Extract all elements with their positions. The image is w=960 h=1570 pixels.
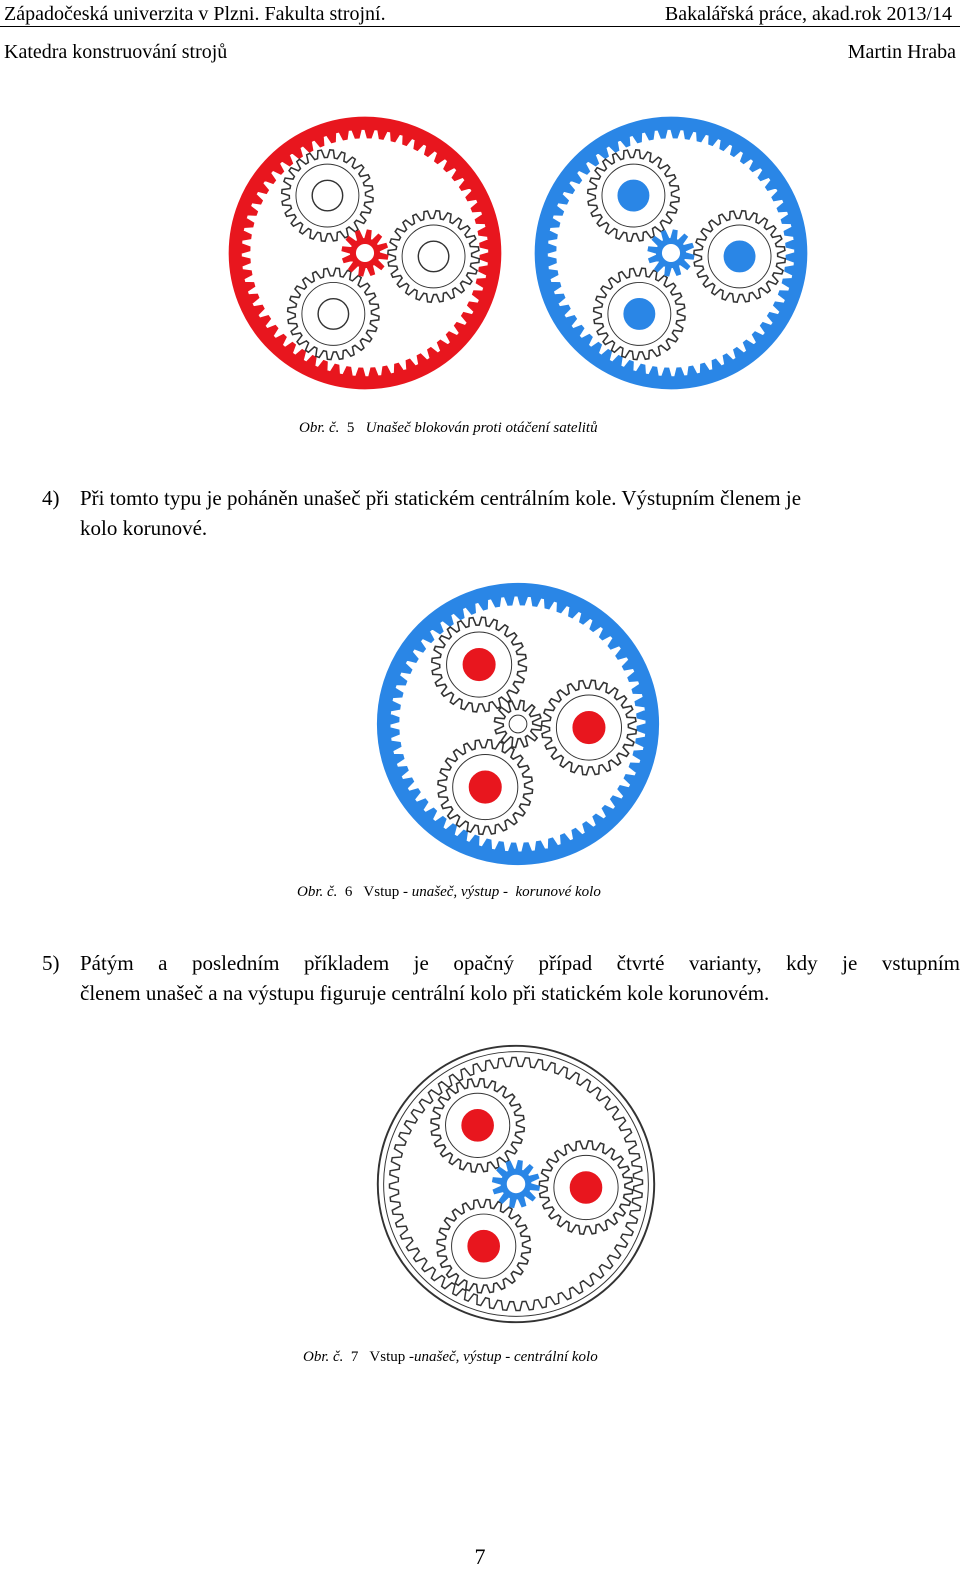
- planet-hub: [418, 241, 449, 272]
- figure-5-mechanism-blue: [528, 110, 814, 396]
- paragraph-4: [42, 483, 960, 543]
- planet-hub: [463, 649, 495, 681]
- planet-hub: [468, 1231, 499, 1262]
- sun-gear: [493, 1161, 539, 1207]
- paragraph-line: kolo korunové.: [80, 516, 208, 540]
- figure-number: 7: [350, 1349, 359, 1365]
- figure-caption-italic: unašeč, výstup - korunové kolo: [411, 884, 601, 900]
- figure-7-mechanism: [370, 1038, 662, 1330]
- header-university: Západočeská univerzita v Plzni. Fakulta strojní.: [4, 3, 386, 25]
- page-number: 7: [474, 1544, 486, 1569]
- planet-hub: [469, 771, 501, 803]
- paragraph-number: 4): [42, 486, 60, 510]
- figure-6-mechanism: [370, 576, 666, 872]
- planet-hub: [462, 1110, 493, 1141]
- planet-hub: [570, 1172, 601, 1203]
- paragraph-line: Pátým a posledním příkladem je opačný případ čtvrté varianty, kdy je vstupním: [80, 951, 960, 975]
- paragraph-line: členem unašeč a na výstupu figuruje centrální kolo při statickém kole korunovém.: [80, 981, 770, 1005]
- planet-hub: [573, 712, 605, 744]
- sun-gear: [342, 230, 388, 276]
- figure-label: Obr. č.: [303, 1349, 344, 1365]
- figure-7-caption: [303, 1349, 598, 1366]
- figure-6-caption: [297, 884, 601, 901]
- planet-hub: [618, 180, 649, 211]
- planet-hub: [624, 299, 655, 330]
- header-thesis: Bakalářská práce, akad.rok 2013/14: [664, 3, 952, 25]
- paragraph-line: Při tomto typu je poháněn unašeč při statickém centrálním kole. Výstupním členem je: [80, 486, 802, 510]
- paragraph-5: [42, 948, 960, 1008]
- header-department: Katedra konstruování strojů: [4, 41, 228, 63]
- planet-hub: [724, 241, 755, 272]
- figure-caption-italic: unašeč, výstup - centrální kolo: [414, 1349, 598, 1365]
- figure-number: 5: [346, 420, 355, 436]
- figure-5-caption: [299, 420, 598, 437]
- figure-label: Obr. č.: [299, 420, 340, 436]
- header-author: Martin Hraba: [847, 41, 956, 63]
- figure-number: 6: [344, 884, 353, 900]
- planet-hub: [312, 180, 343, 211]
- sun-gear: [648, 230, 694, 276]
- figure-label: Obr. č.: [297, 884, 338, 900]
- sun-gear: [494, 700, 541, 747]
- figure-5-mechanism-red: [222, 110, 508, 396]
- figure-caption-upright: Vstup -: [369, 1349, 414, 1365]
- figure-caption-text: Unašeč blokován proti otáčení satelitů: [365, 420, 598, 436]
- paragraph-number: 5): [42, 951, 60, 975]
- header-rule: [0, 26, 960, 27]
- figure-caption-upright: Vstup -: [363, 884, 412, 900]
- planet-hub: [318, 299, 349, 330]
